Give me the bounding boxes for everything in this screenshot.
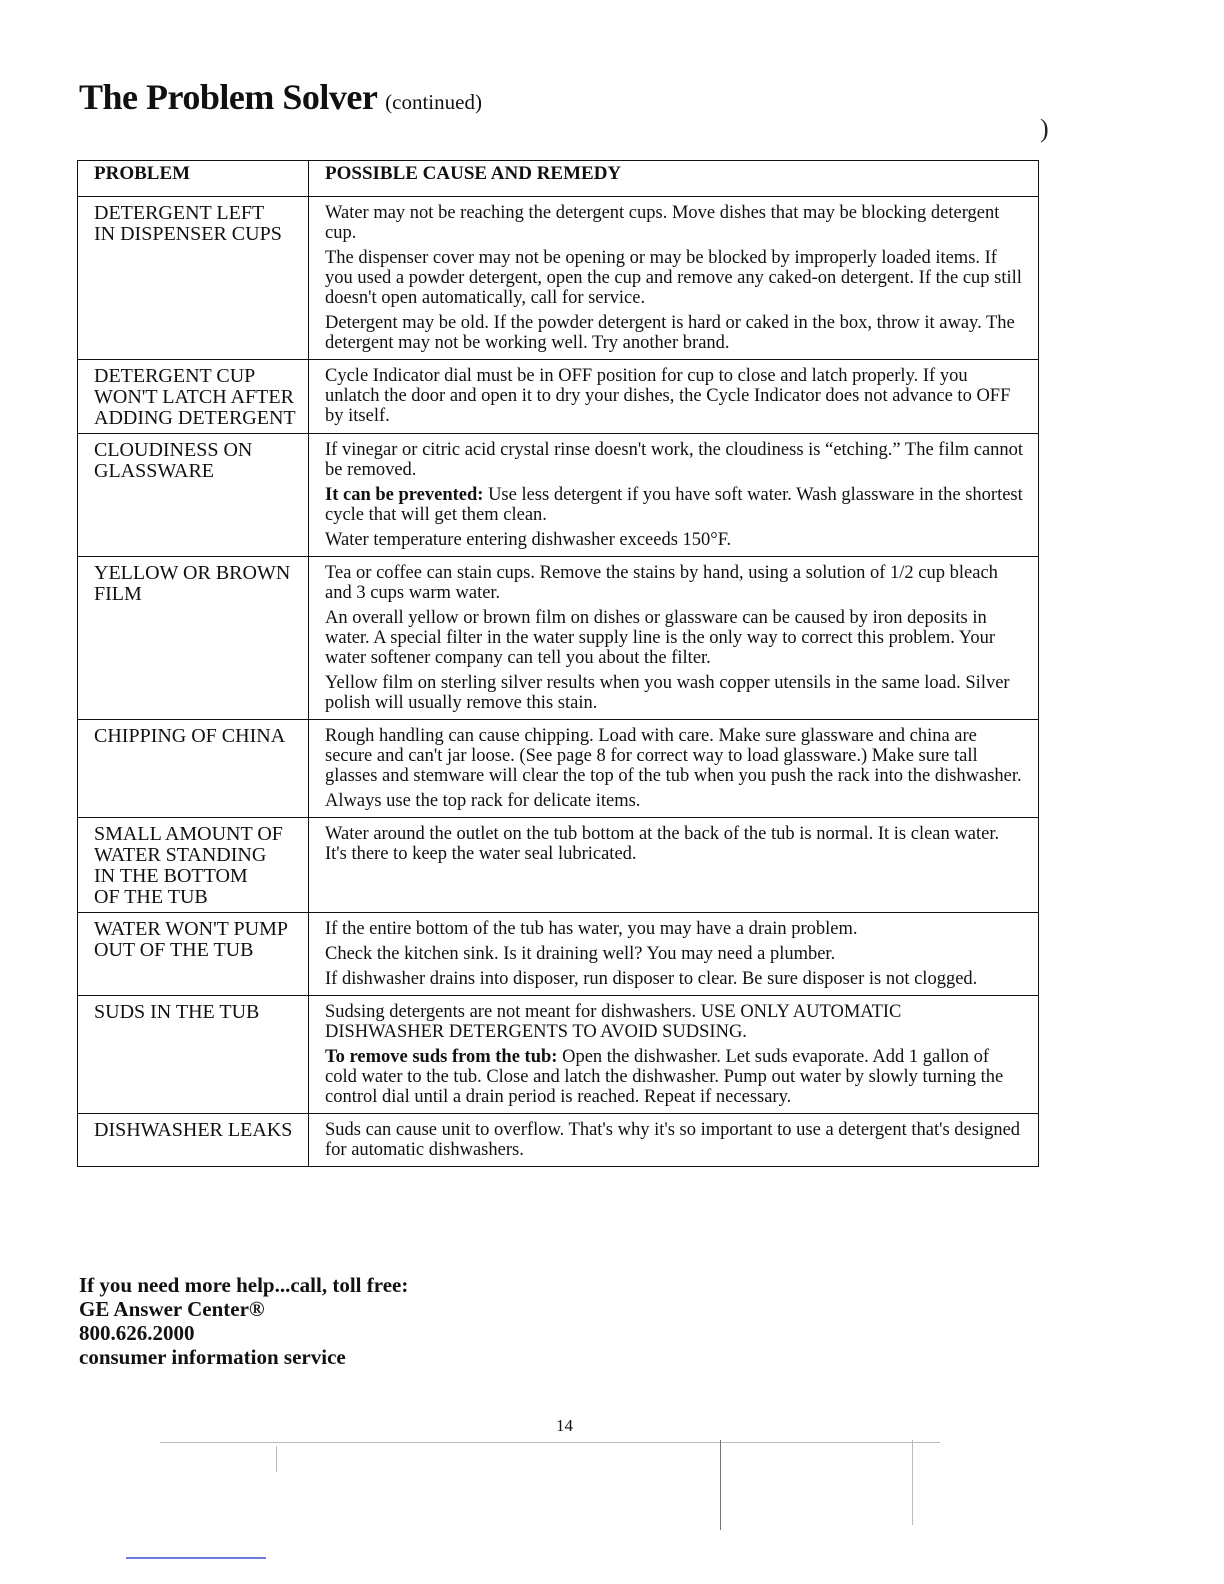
help-footer — [79, 1273, 408, 1369]
remedy-text: Tea or coffee can stain cups. Remove the stains by hand, using a solution of 1/2 cup bleach and 3 cups warm water. — [325, 563, 998, 603]
remedy-text: Suds can cause unit to overflow. That's why it's so important to use a detergent that's designed for automatic dishwashers. — [325, 1120, 1021, 1160]
remedy-paragraph — [325, 726, 1024, 786]
remedy-cell — [309, 434, 1039, 557]
problem-line: DETERGENT LEFT — [94, 202, 265, 224]
problem-line: CLOUDINESS ON — [94, 439, 253, 461]
phone-number: 800.626.2000 — [79, 1321, 195, 1345]
remedy-paragraph — [325, 1120, 1024, 1160]
scan-artifact-line — [160, 1442, 940, 1443]
problem-line: OF THE TUB — [94, 886, 208, 908]
problem-line: GLASSWARE — [94, 460, 215, 482]
problem-line: IN DISPENSER CUPS — [94, 223, 282, 245]
remedy-paragraph — [325, 944, 1024, 964]
table-header-row — [78, 161, 1039, 197]
remedy-text: If vinegar or citric acid crystal rinse doesn't work, the cloudiness is “etching.” The film cannot be removed. — [325, 440, 1024, 480]
page-subtitle: (continued) — [385, 90, 482, 114]
column-header-remedy: POSSIBLE CAUSE AND REMEDY — [309, 161, 1039, 197]
problem-line: ADDING DETERGENT — [94, 407, 296, 429]
table-row — [78, 818, 1039, 913]
table-row — [78, 720, 1039, 818]
problem-line: YELLOW OR BROWN — [94, 562, 291, 584]
remedy-cell — [309, 913, 1039, 996]
problem-cell — [78, 434, 309, 557]
problem-line: SMALL AMOUNT OF — [94, 823, 283, 845]
remedy-paragraph — [325, 919, 1024, 939]
page-title — [79, 76, 482, 118]
problem-line: FILM — [94, 583, 142, 605]
problem-line: DETERGENT CUP — [94, 365, 256, 387]
problem-cell — [78, 818, 309, 913]
remedy-paragraph — [325, 563, 1024, 603]
table-row — [78, 1114, 1039, 1167]
table-row — [78, 434, 1039, 557]
remedy-text: Detergent may be old. If the powder detergent is hard or caked in the box, throw it away. The detergent may not be working well. Try another brand. — [325, 313, 1015, 353]
remedy-paragraph — [325, 485, 1024, 525]
problem-line: WON'T LATCH AFTER — [94, 386, 294, 408]
problem-cell — [78, 1114, 309, 1167]
problem-line: SUDS IN THE TUB — [94, 1001, 260, 1023]
remedy-paragraph — [325, 673, 1024, 713]
remedy-paragraph — [325, 608, 1024, 668]
table-row — [78, 197, 1039, 360]
table-row — [78, 913, 1039, 996]
remedy-paragraph — [325, 366, 1024, 426]
table-row — [78, 557, 1039, 720]
scan-artifact-line — [126, 1557, 266, 1559]
remedy-text: Yellow film on sterling silver results when you wash copper utensils in the same load. Silver polish will usually remove this stain. — [325, 673, 1010, 713]
problem-cell — [78, 557, 309, 720]
problem-cell — [78, 913, 309, 996]
remedy-text: Check the kitchen sink. Is it draining well? You may need a plumber. — [325, 944, 836, 964]
page-title-text: The Problem Solver — [79, 77, 377, 117]
remedy-paragraph — [325, 440, 1024, 480]
remedy-cell — [309, 1114, 1039, 1167]
problem-cell — [78, 197, 309, 360]
remedy-text: If the entire bottom of the tub has water, you may have a drain problem. — [325, 919, 858, 939]
remedy-paragraph — [325, 203, 1024, 243]
remedy-cell — [309, 818, 1039, 913]
service-label: consumer information service — [79, 1345, 346, 1369]
remedy-text: Use less detergent if you have soft water. Wash glassware in the shortest cycle that will get them clean. — [325, 485, 1023, 525]
problem-line: WATER WON'T PUMP — [94, 918, 288, 940]
remedy-text: Rough handling can cause chipping. Load with care. Make sure glassware and china are secure and can't jar loose. (See page 8 for correct way to load glassware.) Make sure tall glasses and stemware will clear the top of the tub when you push the rack into the dishwasher. — [325, 726, 1022, 786]
scan-artifact-line — [912, 1440, 913, 1525]
remedy-text: Open the dishwasher. Let suds evaporate. Add 1 gallon of cold water to the tub. Close and latch the dishwasher. Pump out water by slowly turning the control dial until a drain period is reached. Repeat if necessary. — [325, 1047, 1004, 1107]
table-body — [78, 197, 1039, 1167]
remedy-text: If dishwasher drains into disposer, run disposer to clear. Be sure disposer is not clogged. — [325, 969, 978, 989]
remedy-emphasis: It can be prevented: — [325, 485, 484, 505]
remedy-cell — [309, 197, 1039, 360]
remedy-text: Water temperature entering dishwasher exceeds 150°F. — [325, 530, 732, 550]
remedy-paragraph — [325, 530, 1024, 550]
remedy-cell — [309, 557, 1039, 720]
remedy-cell — [309, 360, 1039, 434]
problem-cell — [78, 996, 309, 1114]
scan-mark: ) — [1040, 114, 1049, 143]
scan-artifact-line — [276, 1446, 277, 1472]
problem-line: DISHWASHER LEAKS — [94, 1119, 293, 1141]
problem-line: WATER STANDING — [94, 844, 267, 866]
remedy-paragraph — [325, 791, 1024, 811]
remedy-paragraph — [325, 1047, 1024, 1107]
table-row — [78, 996, 1039, 1114]
remedy-text: The dispenser cover may not be opening or may be blocked by improperly loaded items. If you used a powder detergent, open the cup and remove any caked-on detergent. If the cup still doesn't open automatically, call for service. — [325, 248, 1022, 308]
problem-cell — [78, 360, 309, 434]
remedy-cell — [309, 996, 1039, 1114]
scan-artifact-line — [720, 1440, 721, 1530]
problem-solver-table — [77, 160, 1039, 1167]
table-row — [78, 360, 1039, 434]
remedy-paragraph — [325, 969, 1024, 989]
remedy-text: Sudsing detergents are not meant for dishwashers. USE ONLY AUTOMATIC DISHWASHER DETERGENTS TO AVOID SUDSING. — [325, 1002, 902, 1042]
problem-cell — [78, 720, 309, 818]
remedy-text: Cycle Indicator dial must be in OFF position for cup to close and latch properly. If you unlatch the door and open it to dry your dishes, the Cycle Indicator does not advance to OFF by itself. — [325, 366, 1011, 426]
problem-line: CHIPPING OF CHINA — [94, 725, 286, 747]
problem-line: OUT OF THE TUB — [94, 939, 254, 961]
help-line: If you need more help...call, toll free: — [79, 1273, 409, 1297]
remedy-paragraph — [325, 248, 1024, 308]
remedy-text: Always use the top rack for delicate items. — [325, 791, 641, 811]
answer-center-name: GE Answer Center® — [79, 1297, 265, 1321]
remedy-paragraph — [325, 824, 1024, 864]
remedy-text: An overall yellow or brown film on dishes or glassware can be caused by iron deposits in water. A special filter in the water supply line is the only way to correct this problem. Your water softener company can tell you about the filter. — [325, 608, 995, 668]
problem-line: IN THE BOTTOM — [94, 865, 248, 887]
remedy-cell — [309, 720, 1039, 818]
page-number: 14 — [556, 1416, 573, 1435]
remedy-text: Water may not be reaching the detergent cups. Move dishes that may be blocking detergent cup. — [325, 203, 1000, 243]
remedy-emphasis: To remove suds from the tub: — [325, 1047, 558, 1067]
remedy-text: Water around the outlet on the tub bottom at the back of the tub is normal. It is clean water. It's there to keep the water seal lubricated. — [325, 824, 1000, 864]
remedy-paragraph — [325, 313, 1024, 353]
column-header-problem: PROBLEM — [78, 161, 309, 197]
remedy-paragraph — [325, 1002, 1024, 1042]
